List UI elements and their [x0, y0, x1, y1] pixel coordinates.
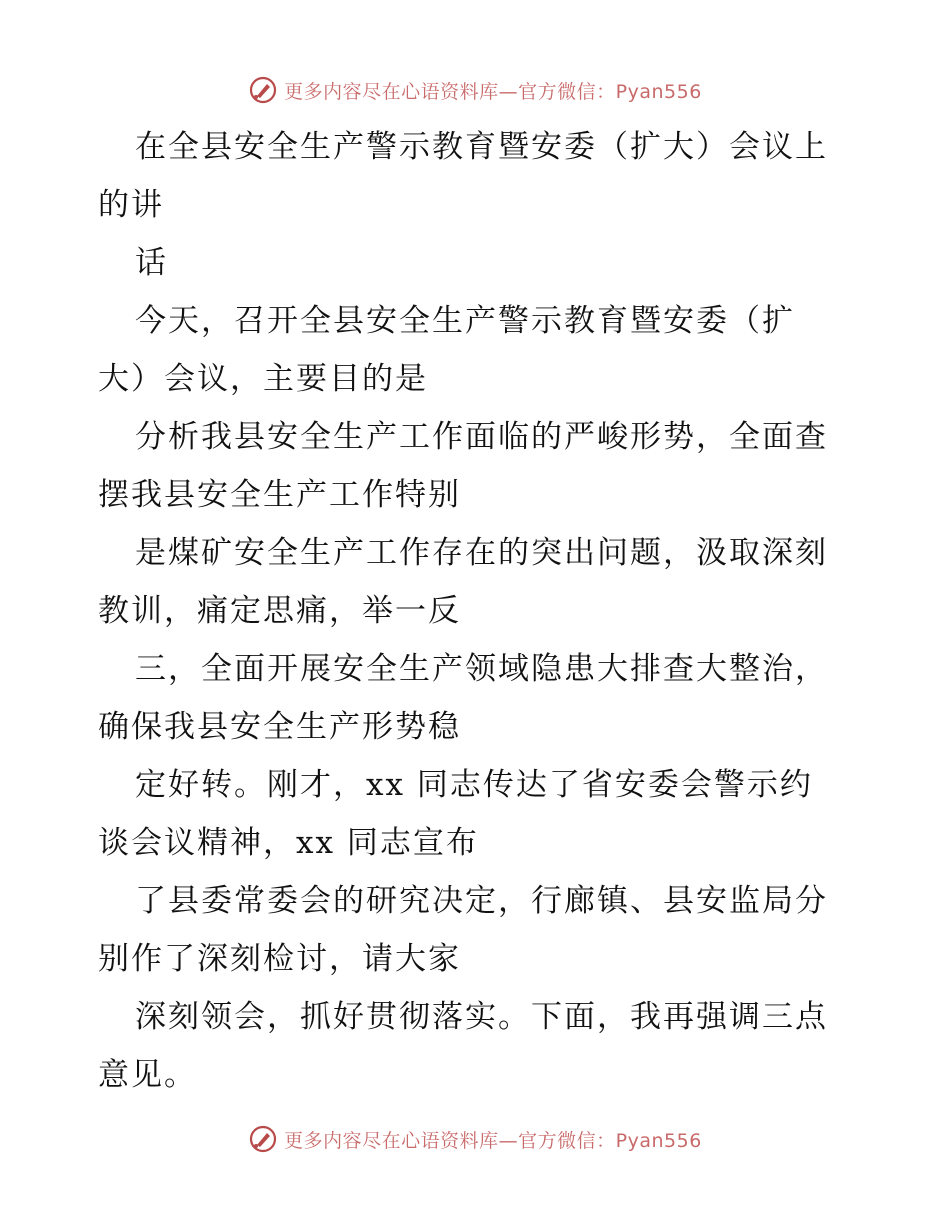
title-line-1: 在全县安全生产警示教育暨安委（扩大）会议上 [135, 129, 828, 165]
paragraph-line: 了县委常委会的研究决定，行廊镇、县安监局分 [135, 883, 828, 919]
document-body [98, 118, 858, 1104]
paragraph-line: 教训，痛定思痛，举一反 [98, 593, 461, 629]
paragraph-line: 三，全面开展安全生产领域隐患大排查大整治， [135, 651, 828, 687]
title-line-3: 话 [135, 245, 168, 281]
paragraph-line: 今天，召开全县安全生产警示教育暨安委（扩 [135, 303, 795, 339]
pen-logo-icon [248, 75, 278, 105]
paragraph-line: 定好转。刚才，xx 同志传达了省安委会警示约 [135, 767, 813, 803]
paragraph-line: 摆我县安全生产工作特别 [98, 477, 461, 513]
title-line-2: 的讲 [98, 187, 164, 223]
paragraph-line: 确保我县安全生产形势稳 [98, 709, 461, 745]
header-banner-text: 更多内容尽在心语资料库—官方微信：Pyan556 [284, 80, 702, 103]
footer-banner [0, 1122, 950, 1156]
paragraph-line: 是煤矿安全生产工作存在的突出问题，汲取深刻 [135, 535, 828, 571]
paragraph-line: 分析我县安全生产工作面临的严峻形势，全面查 [135, 419, 828, 455]
paragraph-line: 谈会议精神，xx 同志宣布 [98, 825, 479, 861]
header-banner [0, 73, 950, 107]
paragraph-line: 深刻领会，抓好贯彻落实。下面，我再强调三点 [135, 999, 828, 1035]
paragraph-line: 大）会议，主要目的是 [98, 361, 428, 397]
paragraph-line: 别作了深刻检讨，请大家 [98, 941, 461, 977]
pen-logo-icon [248, 1124, 278, 1154]
paragraph-line: 意见。 [98, 1057, 197, 1093]
footer-banner-text: 更多内容尽在心语资料库—官方微信：Pyan556 [284, 1129, 702, 1152]
